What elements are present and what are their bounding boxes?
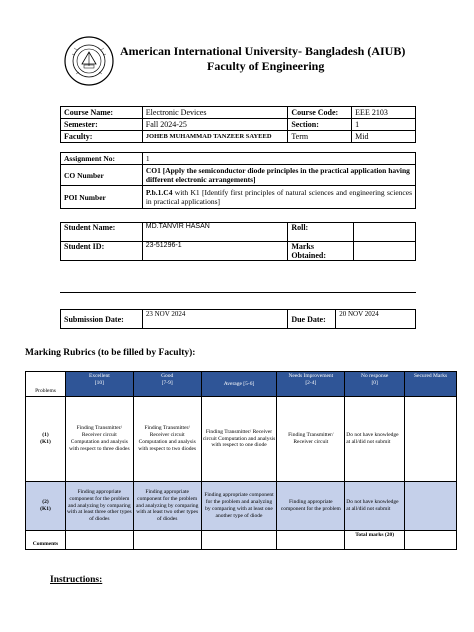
assignment-no-value: 1 bbox=[142, 153, 415, 165]
university-title: American International University- Bangladesh (AIUB) bbox=[120, 44, 406, 58]
poi-number-value: with K1 [Identify first principles of natural sciences and engineering sciences in practical applications] bbox=[145, 187, 412, 206]
header-average: Average [5-6] bbox=[201, 372, 277, 397]
rubric-row-1 bbox=[26, 397, 457, 482]
row2-excellent: Finding appropriate component for the problem and analyzing by comparing with at least three other types of diodes bbox=[65, 482, 133, 531]
header-excellent bbox=[65, 372, 133, 397]
due-date-value: 20 NOV 2024 bbox=[336, 310, 416, 329]
header-none-range: [0] bbox=[371, 379, 378, 386]
semester-value: Fall 2024-25 bbox=[142, 119, 288, 131]
row2-needs: Finding appropriate component for the problem bbox=[277, 482, 345, 531]
submission-table bbox=[60, 309, 416, 329]
roll-value bbox=[354, 223, 416, 242]
poi-number-cell bbox=[142, 186, 415, 209]
header-good bbox=[133, 372, 201, 397]
assignment-table bbox=[60, 152, 416, 209]
rubric-row-2 bbox=[26, 482, 457, 531]
section-label: Section: bbox=[288, 119, 352, 131]
roll-label: Roll: bbox=[288, 223, 354, 242]
row1-good: Finding Transmitter/ Receiver circuit Computation and analysis with respect to two diodes bbox=[133, 397, 201, 482]
row2-k: (K1) bbox=[40, 506, 51, 512]
header-needs-improvement bbox=[277, 372, 345, 397]
marks-obtained-value bbox=[354, 242, 416, 261]
header-no-response bbox=[345, 372, 405, 397]
student-name-value: MD.TANVIR HASAN bbox=[142, 223, 288, 242]
header-excellent-label: Excellent bbox=[88, 373, 110, 379]
header-none-label: No response bbox=[360, 373, 389, 379]
row1-secured bbox=[405, 397, 457, 482]
university-logo bbox=[64, 36, 114, 86]
semester-label: Semester: bbox=[61, 119, 143, 131]
co-number-value: CO1 [Apply the semiconductor diode principles in the practical application having different electronic arrangements] bbox=[142, 165, 415, 186]
rubric-heading: Marking Rubrics (to be filled by Faculty): bbox=[25, 348, 196, 358]
divider-line bbox=[60, 292, 416, 293]
comments-cell-2 bbox=[133, 531, 201, 550]
assignment-no-label: Assignment No: bbox=[61, 153, 143, 165]
course-info-table bbox=[60, 106, 416, 143]
faculty-value: JOHEB MUHAMMAD TANZEER SAYEED bbox=[142, 131, 288, 143]
student-id-label: Student ID: bbox=[61, 242, 143, 261]
row2-none: Do not have knowledge at all/did not submit bbox=[345, 482, 405, 531]
header-needs-label: Needs Improvement bbox=[288, 373, 334, 379]
poi-number-label: POI Number bbox=[61, 186, 143, 209]
section-value: 1 bbox=[352, 119, 416, 131]
term-value: Mid bbox=[352, 131, 416, 143]
row1-none: Do not have knowledge at all/did not submit bbox=[345, 397, 405, 482]
row2-average: Finding appropriate component for the problem and analyzing by comparing with at least one another type of diode bbox=[201, 482, 277, 531]
course-code-value: EEE 2103 bbox=[352, 107, 416, 119]
student-id-value: 23-51296-1 bbox=[142, 242, 288, 261]
faculty-label: Faculty: bbox=[61, 131, 143, 143]
row2-number: (2) bbox=[42, 499, 49, 506]
row1-number: (1) bbox=[42, 432, 49, 439]
submission-date-label: Submission Date: bbox=[61, 310, 143, 329]
submission-date-value: 23 NOV 2024 bbox=[142, 310, 287, 329]
total-marks-value bbox=[405, 531, 457, 550]
total-marks-label: Total marks (20) bbox=[345, 531, 405, 550]
row2-secured bbox=[405, 482, 457, 531]
row1-problem bbox=[26, 397, 66, 482]
marking-rubric-table bbox=[25, 371, 457, 550]
comments-cell-4 bbox=[277, 531, 345, 550]
course-name-value: Electronic Devices bbox=[142, 107, 288, 119]
header-good-label: Good bbox=[161, 373, 174, 379]
comments-cell-1 bbox=[65, 531, 133, 550]
instructions-heading: Instructions: bbox=[50, 575, 103, 585]
co-number-label: CO Number bbox=[61, 165, 143, 186]
header-secured-marks: Secured Marks bbox=[405, 372, 457, 397]
header-needs-range: [2-4] bbox=[305, 379, 317, 386]
row2-good: Finding appropriate component for the problem and analyzing by comparing with at least two other types of diodes bbox=[133, 482, 201, 531]
row1-needs: Finding Transmitter/ Receiver circuit bbox=[277, 397, 345, 482]
row2-problem bbox=[26, 482, 66, 531]
student-name-label: Student Name: bbox=[61, 223, 143, 242]
faculty-title: Faculty of Engineering bbox=[207, 59, 325, 73]
term-label: Term bbox=[288, 131, 352, 143]
course-name-label: Course Name: bbox=[61, 107, 143, 119]
student-info-table bbox=[60, 222, 416, 261]
header-good-range: [7-9] bbox=[161, 379, 173, 386]
due-date-label: Due Date: bbox=[288, 310, 336, 329]
comments-label: Comments bbox=[26, 531, 66, 550]
row1-k: (K1) bbox=[40, 439, 51, 445]
comments-cell-3 bbox=[201, 531, 277, 550]
header-problems: Problems bbox=[26, 372, 66, 397]
poi-code: P.b.1.C4 bbox=[145, 187, 173, 197]
marks-obtained-label: Marks Obtained: bbox=[288, 242, 354, 261]
header-excellent-range: [10] bbox=[94, 379, 104, 386]
course-code-label: Course Code: bbox=[288, 107, 352, 119]
row1-excellent: Finding Transmitter/ Receiver circuit Computation and analysis with respect to three diodes bbox=[65, 397, 133, 482]
row1-average: Finding Transmitter/ Receiver circuit Computation and analysis with respect to one diode bbox=[201, 397, 277, 482]
rubric-row-comments bbox=[26, 531, 457, 550]
